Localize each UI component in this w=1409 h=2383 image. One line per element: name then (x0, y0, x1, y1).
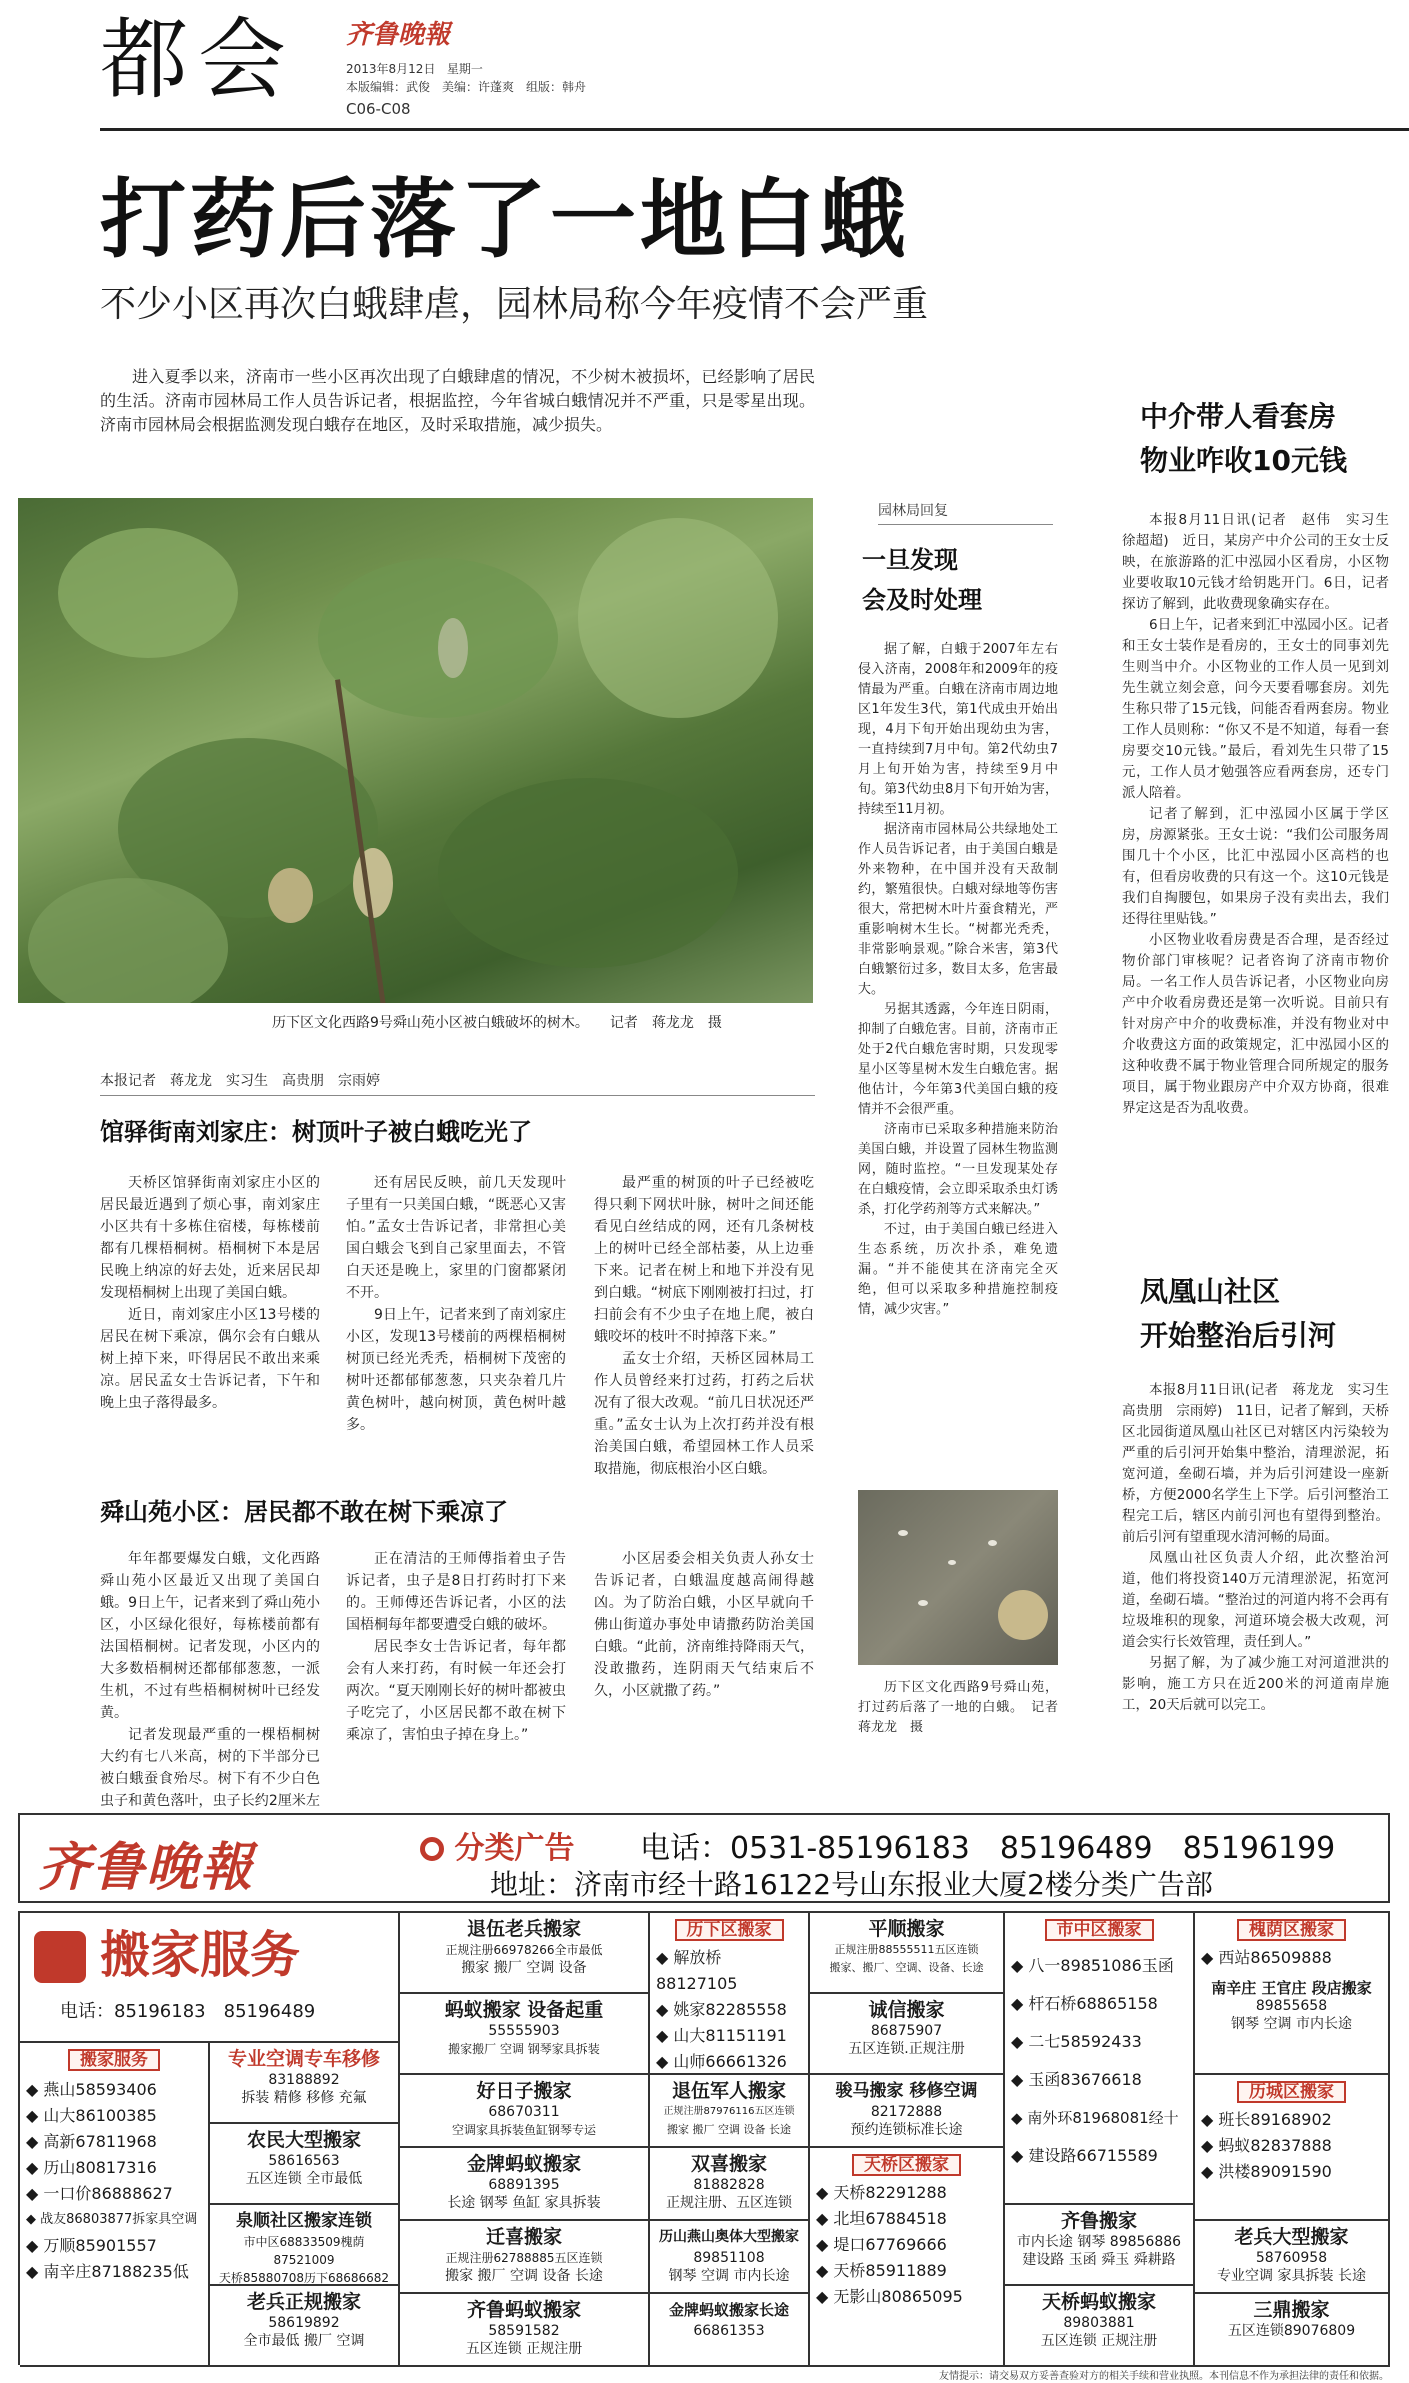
ad-box-line: 市中区68833509槐荫87521009 (243, 2235, 365, 2267)
lead-paragraph: 进入夏季以来，济南市一些小区再次出现了白蛾肆虐的情况，不少树木被损坏，已经影响了居民的生活。济南市园林局工作人员告诉记者，根据监控，今年省城白蛾情况并不严重，只是零星出现。济南市园林局会根据监测发现白蛾存在地区，及时采取措施，减少损失。 (100, 367, 815, 434)
page-range: C06-C08 (346, 100, 411, 118)
story3-title-line: 开始整治后引河 (1140, 1319, 1337, 1352)
tianqiao-box (810, 2148, 1005, 2367)
huaiyin-desc: 钢琴 空调 市内长途 (1231, 2016, 1352, 2032)
section2-title: 舜山苑小区：居民都不敢在树下乘凉了 (100, 1498, 508, 1526)
story2-title-line: 物业咋收10元钱 (1140, 444, 1347, 477)
moth-photo (858, 1490, 1058, 1665)
leaf-cluster (438, 778, 738, 968)
ad-box (810, 1994, 1005, 2075)
ad-box (400, 1994, 650, 2075)
ad-header (18, 1813, 1390, 1903)
sidebar-title-line: 一旦发现 (862, 546, 958, 574)
ad-box-line: 正规注册、五区连锁 (666, 2195, 792, 2211)
ad-box-line: 58619892 (268, 2315, 340, 2331)
left-list-item: ◆ 南辛庄87188235低 (26, 2262, 189, 2281)
shizhong-item: ◆ 八一89851086玉函 (1011, 1956, 1174, 1975)
left-list-item: ◆ 历山80817316 (26, 2158, 157, 2177)
ad-category (420, 1823, 574, 1867)
main-subhead: 不少小区再次白蛾肆虐，园林局称今年疫情不会严重 (100, 284, 929, 325)
ad-box-line: 五区连锁 正规注册 (1040, 2333, 1158, 2349)
ad-box-title: 历山燕山奥体大型搬家 (659, 2229, 799, 2245)
ad-box-line: 预约连锁标准长途 (850, 2122, 963, 2138)
story2-para: 6日上午，记者来到汇中泓园小区。记者和王女士装作是看房的，王女士的同事刘先生则当中介。小区物业的工作人员一见到刘先生就立刻会意，问今天要看哪套房。刘先生称只带了15元钱，问能否看两套房。物业工作人员则称：“你又不是不知道，每看一套房要交10元钱。”最后，看刘先生只带了15元，工作人员才勉强答应看两套房，还专门派人陪着。 (1122, 617, 1389, 801)
photo-caption: 历下区文化西路9号舜山苑小区被白蛾破坏的树木。 记者 蒋龙龙 摄 (272, 1015, 722, 1031)
ad-box-title: 齐鲁蚂蚁搬家 (466, 2299, 581, 2321)
ad-box-line: 全市最低 搬厂 空调 (243, 2333, 365, 2349)
section2-para: 记者发现最严重的一棵梧桐树大约有七八米高，树的下半部分已被白蛾蚕食殆尽。树下有不少白色虫子和黄色落叶，虫子长约2厘米左 (100, 1727, 320, 1809)
shizhong-box (1005, 1913, 1195, 2205)
ad-address (490, 1863, 1213, 1903)
ad-box (400, 2294, 650, 2367)
damaged-leaves (353, 848, 393, 918)
ad-box (210, 2124, 400, 2205)
shizhong-item: ◆ 玉函83676618 (1011, 2070, 1142, 2089)
story3-title-line: 凤凰山社区 (1140, 1275, 1281, 1308)
ad-box-title: 老兵大型搬家 (1234, 2226, 1349, 2248)
shizhong-item: ◆ 南外环81968081经十 (1011, 2109, 1179, 2127)
tag-lixia: 历下区搬家 (675, 1919, 784, 1941)
ad-box-line: 68670311 (488, 2104, 560, 2120)
lixia-item: ◆ 姚家82285558 (656, 2000, 787, 2019)
sidebar-para: 据济南市园林局公共绿地处工作人员告诉记者，由于美国白蛾是外来物种，在中国并没有天敌制约，繁殖很快。白蛾对绿地等伤害很大，常把树木叶片蚕食精光，严重影响树木生长。“树都光秃秃，非常影响景观。”除合米害，第3代白蛾繁衍过多，数目太多，危害最大。 (858, 822, 1058, 997)
ad-box-title: 退伍老兵搬家 (466, 1918, 581, 1940)
ad-footer: 友情提示：请交易双方妥善查验对方的相关手续和营业执照。本刊信息不作为承担法律的责任和依据。 (939, 2371, 1389, 2382)
story3-para: 另据了解，为了减少施工对河道泄洪的影响，施工方只在近200米的河道南岸施工，20天后就可以完工。 (1122, 1655, 1389, 1713)
circle-icon (420, 1837, 444, 1861)
huaiyin-item: ◆ 西站86509888 (1201, 1948, 1332, 1967)
sidebar-body (858, 640, 1058, 1320)
sidebar-label: 园林局回复 (878, 500, 1053, 525)
tree-photo (18, 498, 813, 1003)
ad-box-line: 建设路 玉函 舜玉 舜耕路 (1022, 2252, 1176, 2268)
ad-box (400, 1913, 650, 1994)
section1-col3 (594, 1172, 814, 1480)
ad-box-line: 五区连锁.正规注册 (848, 2041, 965, 2057)
sidebar-title (862, 540, 982, 620)
ad-box-line: 58760958 (1255, 2250, 1328, 2266)
ad-box-title: 蚂蚁搬家 设备起重 (444, 1999, 604, 2021)
ad-box-line: 66861353 (693, 2323, 765, 2339)
ad-box-line: 搬家 搬厂 空调 设备 长途 (445, 2268, 603, 2284)
licheng-item: ◆ 蚂蚁82837888 (1201, 2136, 1332, 2155)
lixia-item: ◆ 解放桥88127105 (656, 1948, 738, 1993)
section1-col1 (100, 1172, 320, 1414)
ad-box-line: 钢琴 空调 市内长途 (668, 2268, 790, 2284)
ad-category-text: 分类广告 (454, 1831, 575, 1866)
left-list-item: ◆ 燕山58593406 (26, 2080, 157, 2099)
left-list-item: ◆ 高新67811968 (26, 2132, 157, 2151)
date-text: 2013年8月12日 (346, 62, 436, 76)
ad-box-title: 平顺搬家 (868, 1918, 945, 1940)
ad-box-title: 老兵正规搬家 (246, 2291, 361, 2313)
left-list-item: ◆ 山大86100385 (26, 2106, 157, 2125)
ad-box-line: 长途 钢琴 鱼缸 家具拆装 (447, 2195, 601, 2211)
main-headline: 打药后落了一地白蛾 (100, 169, 910, 270)
sidebar-para: 不过，由于美国白蛾已经进入生态系统，历次扑杀，难免遗漏。“并不能使其在济南完全灭绝，但可以采取多种措施控制疫情，减少灾害。” (858, 1222, 1058, 1317)
story2-body (1122, 510, 1403, 1119)
ad-box-title: 迁喜搬家 (485, 2226, 562, 2248)
licheng-item: ◆ 洪楼89091590 (1201, 2162, 1332, 2181)
licheng-item: ◆ 班长89168902 (1201, 2110, 1332, 2129)
ad-box (650, 2294, 810, 2367)
tag-licheng: 历城区搬家 (1237, 2081, 1346, 2103)
section1-para: 9日上午，记者来到了南刘家庄小区，发现13号楼前的两棵梧桐树树顶已经光秃秃，梧桐树下茂密的树叶还都郁郁葱葱，只夹杂着几片黄色树叶，越向树顶，黄色树叶越多。 (346, 1307, 566, 1433)
moving-service-phone: 电话：85196183 85196489 (60, 2001, 316, 2022)
leaf-cluster (58, 528, 238, 658)
ad-box-line: 81882828 (693, 2177, 765, 2193)
ad-box-title: 好日子搬家 (476, 2080, 572, 2102)
ad-box (210, 2043, 400, 2124)
tag-shizhong: 市中区搬家 (1045, 1919, 1154, 1941)
ad-box-line: 68891395 (488, 2177, 560, 2193)
ad-box-line: 空调家具拆装鱼缸钢琴专运 (451, 2123, 596, 2137)
shizhong-item: ◆ 建设路66715589 (1011, 2146, 1158, 2165)
leaf-cluster (578, 518, 778, 718)
ad-box (810, 1913, 1005, 1994)
lixia-item: ◆ 山师66661326 (656, 2052, 787, 2071)
left-list-item: ◆ 一口价86888627 (26, 2184, 173, 2203)
tianqiao-item: ◆ 天桥85911889 (816, 2261, 947, 2280)
story2-para: 小区物业收看房费是否合理，是否经过物价部门审核呢？记者咨询了济南市物价局。一名工作人员告诉记者，小区物业向房产中介收看房费还是第一次听说。目前只有针对房产中介的收费标准，并没有物业对中介收费这方面的政策规定，汇中泓园小区的这种收费不属于物业管理合同所规定的服务项目，属于物业跟房产中介双方协商，很难界定这是否为乱收费。 (1122, 932, 1389, 1116)
section2-col1 (100, 1548, 320, 1834)
shizhong-item: ◆ 杆石桥68865158 (1011, 1994, 1158, 2013)
tag-tianqiao: 天桥区搬家 (852, 2154, 961, 2176)
ad-box-line: 58616563 (268, 2153, 340, 2169)
moving-service-title: 搬家服务 (100, 1926, 300, 1984)
ad-box-line: 83188892 (268, 2072, 340, 2088)
section2-col2 (346, 1548, 566, 1746)
left-list-box (20, 2043, 210, 2367)
ad-box-title: 双喜搬家 (690, 2153, 767, 2175)
story3-body (1122, 1380, 1403, 1716)
lixia-box (650, 1913, 810, 2075)
sidebar-para: 另据其透露，今年连日阴雨，抑制了白蛾危害。目前，济南市正处于2代白蛾危害时期，只发现零星小区等星树木发生白蛾危害。据他估计，今年第3代美国白蛾的疫情并不会很严重。 (858, 1002, 1058, 1117)
ad-box-line: 82172888 (870, 2104, 943, 2120)
ad-box-line: 市内长途 钢琴 89856886 (1016, 2234, 1182, 2250)
ad-phones (640, 1823, 1335, 1867)
ad-box (400, 2148, 650, 2221)
ad-box (1195, 2221, 1390, 2294)
ad-box (650, 2075, 810, 2148)
ad-box (1005, 2286, 1195, 2367)
section1-title: 馆驿街南刘家庄：树顶叶子被白蛾吃光了 (100, 1118, 532, 1146)
tag-huaiyin: 槐荫区搬家 (1237, 1919, 1346, 1941)
ad-box-line: 58591582 (488, 2323, 560, 2339)
ad-box-line: 89851108 (693, 2250, 765, 2266)
moth-spot (988, 1540, 997, 1546)
huaiyin-box (1195, 1913, 1390, 2075)
ad-phone-label: 电话： (640, 1831, 730, 1866)
ad-grid (18, 1911, 1390, 2365)
section-title: 都会 (100, 8, 297, 111)
ad-box-line: 专业空调 家具拆装 长途 (1217, 2268, 1366, 2284)
lixia-item: ◆ 山大81151191 (656, 2026, 787, 2045)
section1-para: 还有居民反映，前几天发现叶子里有一只美国白蛾，“既恶心又害怕。”孟女士告诉记者，非常担心美国白蛾会飞到自己家里面去，不管白天还是晚上，家里的门窗都紧闭不开。 (346, 1175, 566, 1301)
ad-logo: 齐鲁晚報 (38, 1837, 255, 1898)
section2-para: 正在清洁的王师傅指着虫子告诉记者，虫子是8日打药时打下来的。王师傅还告诉记者，小区的法国梧桐每年都要遭受白蛾的破坏。 (346, 1551, 566, 1633)
licheng-box (1195, 2075, 1390, 2221)
classified-ad (0, 1805, 1409, 2383)
ad-box-line: 正规注册62788885五区连锁 (445, 2251, 603, 2265)
ad-box (650, 2148, 810, 2221)
story3-para: 本报8月11日讯(记者 蒋龙龙 实习生 高贵朋 宗雨婷) 11日，记者了解到，天桥区北园街道凤凰山社区已对辖区内污染较为严重的后引河开始集中整治，清理淤泥，拓宽河道，垒砌石墙，并为后引河建设一座新桥，方便2000名学生上下学。后引河整治工程完工后，辖区内前引河也有望得到整治。前后引河有望重现水清河畅的局面。 (1122, 1382, 1403, 1545)
masthead-rule (100, 128, 1409, 131)
ad-box-title: 农民大型搬家 (246, 2129, 361, 2151)
moth-spot (898, 1530, 908, 1536)
story3-para: 凤凰山社区负责人介绍，此次整治河道，他们将投资140万元清理淤泥，拓宽河道，垒砌石墙。“整治过的河道内将不会再有垃圾堆积的现象，河道环境会极大改观，河道会实行长效管理，责任到人。” (1122, 1550, 1389, 1650)
section2-col3 (594, 1548, 814, 1702)
story2-title-line: 中介带人看套房 (1140, 400, 1337, 433)
ad-box-line: 正规注册88555511五区连锁 (834, 1943, 979, 1956)
ad-box-line: 搬家 搬厂 空调 设备 长途 (667, 2123, 791, 2136)
masthead-date (346, 60, 483, 77)
section1-para: 孟女士介绍，天桥区园林局工作人员曾经来打过药，打药之后状况有了很大改观。“前几日状况还严重。”孟女士认为上次打药并没有根治美国白蛾，希望园林工作人员采取措施，彻底根治小区白蛾。 (594, 1351, 814, 1477)
shizhong-item: ◆ 二七58592433 (1011, 2032, 1142, 2051)
moth-spot (948, 1560, 956, 1565)
ad-box-line: 五区连锁 正规注册 (465, 2341, 583, 2357)
ad-box (650, 2221, 810, 2294)
section2-para: 年年都要爆发白蛾，文化西路舜山苑小区最近又出现了美国白蛾。9日上午，记者来到了舜山苑小区，小区绿化很好，每栋楼前都有法国梧桐树。记者发现，小区内的大多数梧桐树还都郁郁葱葱，一派生机，不过有些梧桐树树叶已经发黄。 (100, 1551, 320, 1721)
ad-box (210, 2286, 400, 2367)
ad-box-line: 正规注册87976116五区连锁 (663, 2106, 795, 2117)
section2-para: 小区居委会相关负责人孙女士告诉记者，白蛾温度越高闹得越凶。为了防治白蛾，小区早就向千佛山街道办事处申请撒药防治美国白蛾。“此前，济南维持降雨天气，没敢撒药，连阴雨天气结束后不久，小区就撒了药。” (594, 1551, 814, 1699)
ad-box (400, 2075, 650, 2148)
ad-box-title: 天桥蚂蚁搬家 (1041, 2291, 1156, 2313)
weekday-text: 星期一 (446, 62, 483, 76)
ad-address-text: 济南市经十路16122号山东报业大厦2楼分类广告部 (574, 1868, 1213, 1901)
left-list-item: ◆ 战友86803877拆家具空调 (26, 2212, 198, 2227)
story3-title (1140, 1270, 1336, 1358)
ad-box-line: 搬家、搬厂、空调、设备、长途 (829, 1961, 984, 1974)
ad-box-title: 诚信搬家 (868, 1999, 945, 2021)
section1-para: 最严重的树顶的叶子已经被吃得只剩下网状叶脉，树叶之间还能看见白丝结成的网，还有几条树枝上的树叶已经全部枯萎，从上边垂下来。记者在树上和地下并没有见到白蛾。“树底下刚刚被打扫过，打扫前会有不少虫子在地上爬，被白蛾咬坏的枝叶不时掉落下来。” (594, 1175, 814, 1345)
sidebar-title-line: 会及时处理 (862, 586, 982, 614)
story2-para: 本报8月11日讯(记者 赵伟 实习生 徐超超) 近日，某房产中介公司的王女士反映，在旅游路的汇中泓园小区看房，小区物业要收取10元钱才给钥匙开门。6日，记者探访了解到，此收费现象确实存在。 (1122, 512, 1403, 612)
tianqiao-item: ◆ 天桥82291288 (816, 2183, 947, 2202)
moth-spot (918, 1600, 928, 1606)
ad-box-title: 金牌蚂蚁搬家长途 (668, 2301, 789, 2319)
ad-box-title: 专业空调专车移修 (227, 2048, 380, 2070)
byline: 本报记者 蒋龙龙 实习生 高贵朋 宗雨婷 (100, 1073, 380, 1089)
ad-box-title: 金牌蚂蚁搬家 (466, 2153, 581, 2175)
ad-box-title: 三鼎搬家 (1253, 2299, 1330, 2321)
ad-box-line: 天桥85880708历下68686682 (218, 2271, 390, 2285)
ad-box-line: 89803881 (1063, 2315, 1135, 2331)
ad-box-line: 搬家搬厂 空调 钢琴家具拆装 (448, 2042, 600, 2056)
tianqiao-item: ◆ 北坦67884518 (816, 2209, 947, 2228)
section1-para: 天桥区馆驿街南刘家庄小区的居民最近遇到了烦心事，南刘家庄小区共有十多栋住宿楼，每栋楼前都有几棵梧桐树。梧桐树下本是居民晚上纳凉的好去处，近来居民却发现梧桐树上出现了美国白蛾。 (100, 1175, 320, 1301)
section1-col2 (346, 1172, 566, 1436)
story2-para: 记者了解到，汇中泓园小区属于学区房，房源紧张。王女士说：“我们公司服务周围几十个小区，比汇中泓园小区高档的也有，但看房收费的只有这一个。这10元钱是我们自掏腰包，如果房子没有卖出去，我们还得往里贴钱。” (1122, 806, 1389, 927)
moth-photo-caption: 历下区文化西路9号舜山苑，打过药后落了一地的白蛾。 记者 蒋龙龙 摄 (858, 1680, 1072, 1735)
masthead-logo: 齐鲁晚報 (346, 20, 451, 50)
ad-box-title: 退伍军人搬家 (671, 2080, 786, 2102)
tianqiao-item: ◆ 无影山80865095 (816, 2287, 963, 2306)
ad-box (400, 2221, 650, 2294)
moving-service-box (20, 1913, 400, 2043)
section1-para: 近日，南刘家庄小区13号楼的居民在树下乘凉，偶尔会有白蛾从树上掉下来，吓得居民不敢出来乘凉。居民孟女士告诉记者，下午和晚上虫子落得最多。 (100, 1307, 320, 1411)
ad-phone-numbers: 0531-85196183 85196489 85196199 (730, 1831, 1336, 1866)
story2-title (1140, 395, 1347, 483)
ad-box (1005, 2205, 1195, 2286)
ad-box-title: 齐鲁搬家 (1060, 2210, 1137, 2232)
fallen-leaf (998, 1590, 1048, 1640)
ad-box (810, 2075, 1005, 2148)
ad-box-line: 正规注册66978266全市最低 (445, 1943, 603, 1957)
byline-rule (100, 1095, 815, 1096)
masthead-editors: 本版编辑：武俊 美编：许蓬爽 组版：韩舟 (346, 80, 587, 94)
ad-box (1195, 2294, 1390, 2367)
ad-box-line: 拆装 精修 移修 充氟 (241, 2090, 367, 2106)
ad-box-line: 86875907 (870, 2023, 943, 2039)
ad-box-line: 搬家 搬厂 空调 设备 (461, 1960, 587, 1976)
ad-address-label: 地址： (490, 1868, 575, 1901)
ad-box-line: 五区连锁 全市最低 (245, 2171, 363, 2187)
damaged-leaves (268, 868, 313, 923)
ad-box-line: 五区连锁89076809 (1227, 2323, 1356, 2339)
left-list-item: ◆ 万顺85901557 (26, 2236, 157, 2255)
sidebar-para: 济南市已采取多种措施来防治美国白蛾，并设置了园林生物监测网，随时监控。“一旦发现某处存在白蛾疫情，会立即采取杀虫灯诱杀，打化学药剂等方式来解决。” (858, 1122, 1058, 1217)
tianqiao-item: ◆ 堤口67769666 (816, 2235, 947, 2254)
huaiyin-title: 南辛庄 王官庄 段店搬家 (1211, 1979, 1372, 1997)
damaged-leaves (438, 618, 468, 678)
ad-box-line: 55555903 (488, 2023, 560, 2039)
sidebar-para: 据了解，白蛾于2007年左右侵入济南，2008年和2009年的疫情最为严重。白蛾在济南市周边地区1年发生3代，第1代成虫开始出现，4月下旬开始出现幼虫为害，一直持续到7月中旬。第2代幼虫7月上旬开始为害，持续至9月中旬。第3代幼虫8月下旬开始为害，持续至11月初。 (858, 642, 1058, 817)
huaiyin-phone: 89855658 (1255, 1998, 1328, 2014)
phone-icon (34, 1931, 86, 1983)
ad-box (210, 2205, 400, 2286)
tag-moving: 搬家服务 (68, 2049, 160, 2071)
ad-box-title: 泉顺社区搬家连锁 (236, 2211, 372, 2231)
ad-box-title: 骏马搬家 移修空调 (835, 2081, 978, 2101)
section2-para: 居民李女士告诉记者，每年都会有人来打药，有时候一年还会打两次。“夏天刚刚长好的树叶都被虫子吃完了，小区居民都不敢在树下乘凉了，害怕虫子掉在身上。” (346, 1639, 566, 1743)
